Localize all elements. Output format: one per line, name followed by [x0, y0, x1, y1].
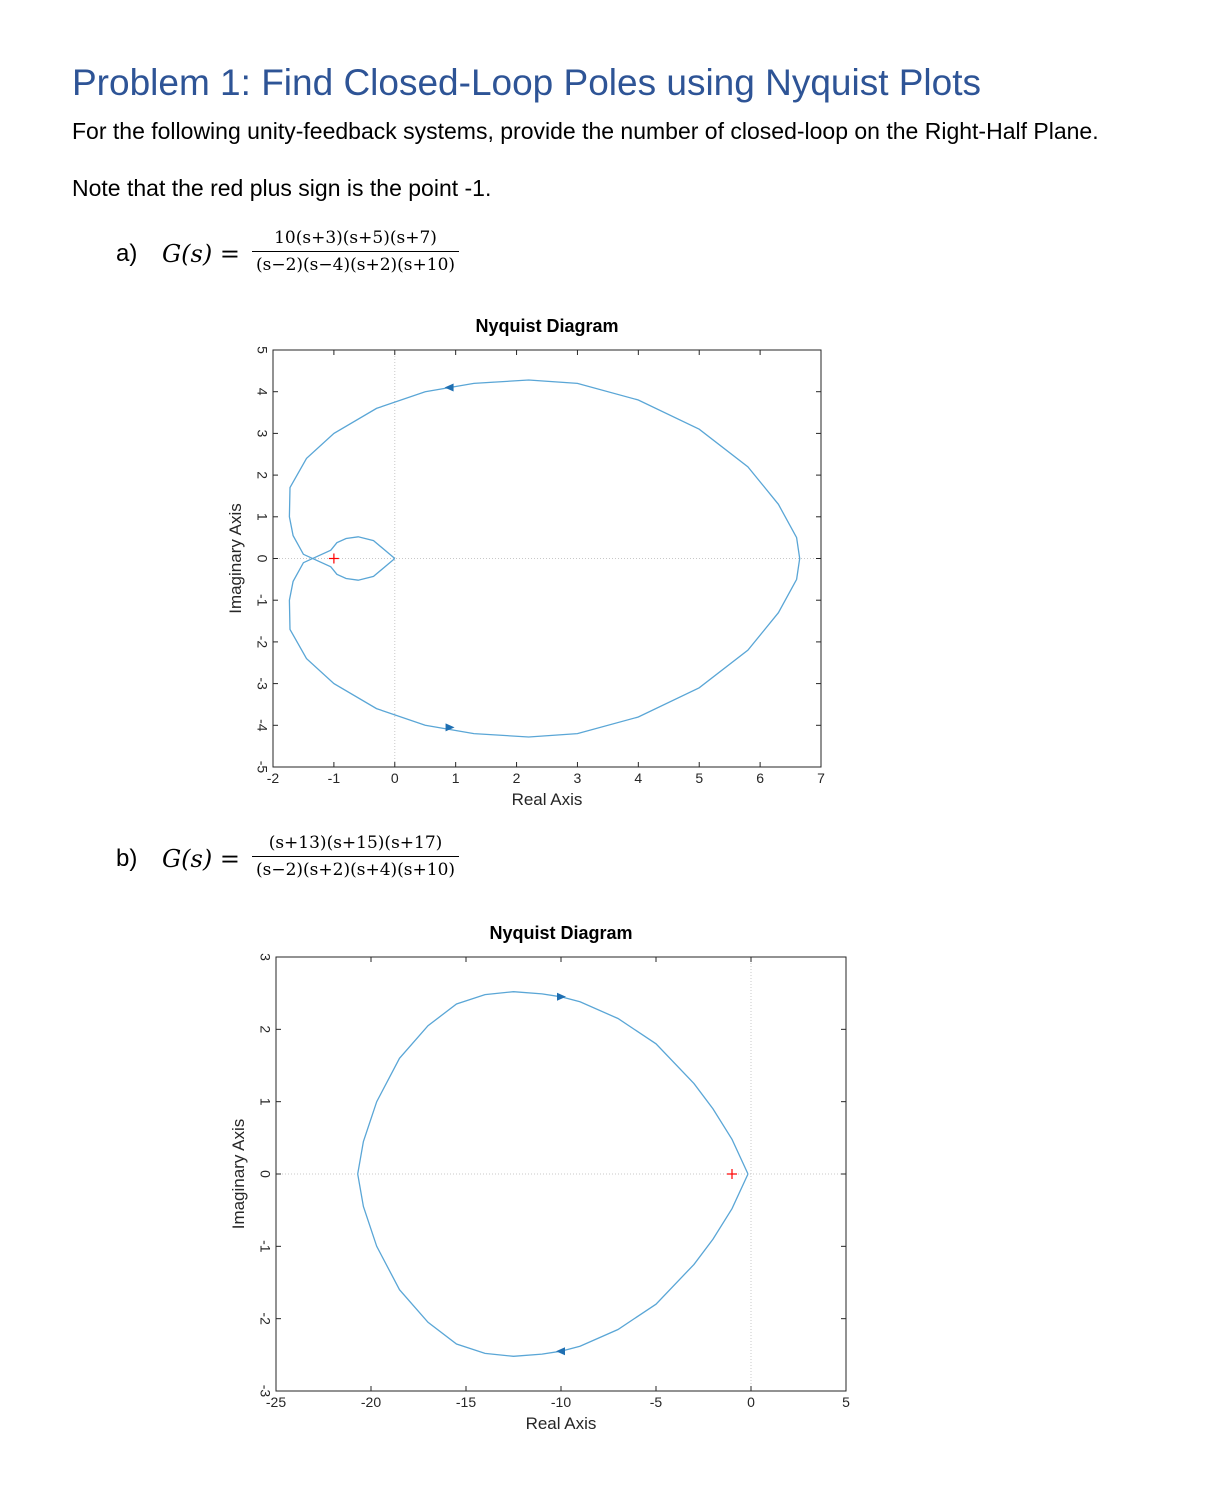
- transfer-function-fraction: [252, 833, 459, 880]
- y-tick-label: 1: [257, 1097, 274, 1106]
- x-tick-label: 0: [390, 770, 399, 786]
- note-text: Note that the red plus sign is the point -1.: [72, 175, 492, 201]
- x-tick-label: -15: [455, 1394, 477, 1410]
- y-tick-label: -2: [254, 635, 271, 649]
- x-tick-label: 3: [573, 770, 582, 786]
- part-label: a): [116, 240, 138, 267]
- y-tick-label: 0: [257, 1170, 274, 1178]
- y-tick-label: -1: [254, 593, 271, 607]
- y-tick-label: 4: [254, 387, 271, 396]
- y-tick-label: -5: [254, 760, 271, 774]
- x-tick-label: 2: [512, 770, 521, 786]
- chart-title: Nyquist Diagram: [489, 923, 633, 943]
- y-tick-label: 5: [254, 346, 271, 354]
- x-tick-label: -10: [550, 1394, 572, 1410]
- denominator: (s−2)(s−4)(s+2)(s+10): [252, 251, 459, 275]
- y-tick-label: 2: [254, 471, 271, 479]
- x-tick-label: 4: [634, 770, 643, 786]
- equation-lhs: G(s) =: [162, 240, 240, 268]
- x-tick-label: -1: [327, 770, 341, 786]
- y-tick-label: -3: [257, 1384, 274, 1398]
- x-axis-label: Real Axis: [511, 790, 583, 809]
- x-tick-label: 5: [842, 1394, 850, 1410]
- x-tick-label: 6: [756, 770, 765, 786]
- y-tick-label: -4: [254, 719, 271, 732]
- x-tick-label: -5: [649, 1394, 663, 1410]
- denominator: (s−2)(s+2)(s+4)(s+10): [252, 856, 459, 880]
- x-tick-label: -25: [265, 1394, 287, 1410]
- part-label: b): [116, 845, 138, 872]
- y-tick-label: -3: [254, 677, 271, 690]
- x-tick-label: 1: [451, 770, 460, 786]
- y-axis-label: Imaginary Axis: [226, 503, 245, 614]
- numerator: (s+13)(s+15)(s+17): [268, 833, 443, 853]
- x-tick-label: -2: [266, 770, 280, 786]
- y-tick-label: 1: [254, 512, 271, 521]
- y-tick-label: 3: [257, 953, 274, 961]
- y-tick-label: 0: [254, 554, 271, 563]
- intro-text: For the following unity-feedback systems, provide the number of closed-loop on the Right-Half Plane.: [72, 118, 1099, 144]
- y-axis-label: Imaginary Axis: [229, 1118, 248, 1230]
- y-tick-label: -2: [257, 1312, 274, 1325]
- x-tick-label: 7: [817, 770, 825, 786]
- x-tick-label: -20: [360, 1394, 382, 1410]
- problem-title: Problem 1: Find Closed-Loop Poles using Nyquist Plots: [72, 62, 982, 103]
- y-tick-label: 2: [257, 1025, 274, 1034]
- x-tick-label: 0: [747, 1394, 755, 1410]
- numerator: 10(s+3)(s+5)(s+7): [274, 228, 437, 248]
- x-axis-label: Real Axis: [525, 1414, 597, 1433]
- chart-title: Nyquist Diagram: [475, 316, 619, 336]
- equation-lhs: G(s) =: [162, 845, 240, 873]
- y-tick-label: 3: [254, 429, 271, 438]
- y-tick-label: -1: [257, 1240, 274, 1253]
- x-tick-label: 5: [695, 770, 704, 786]
